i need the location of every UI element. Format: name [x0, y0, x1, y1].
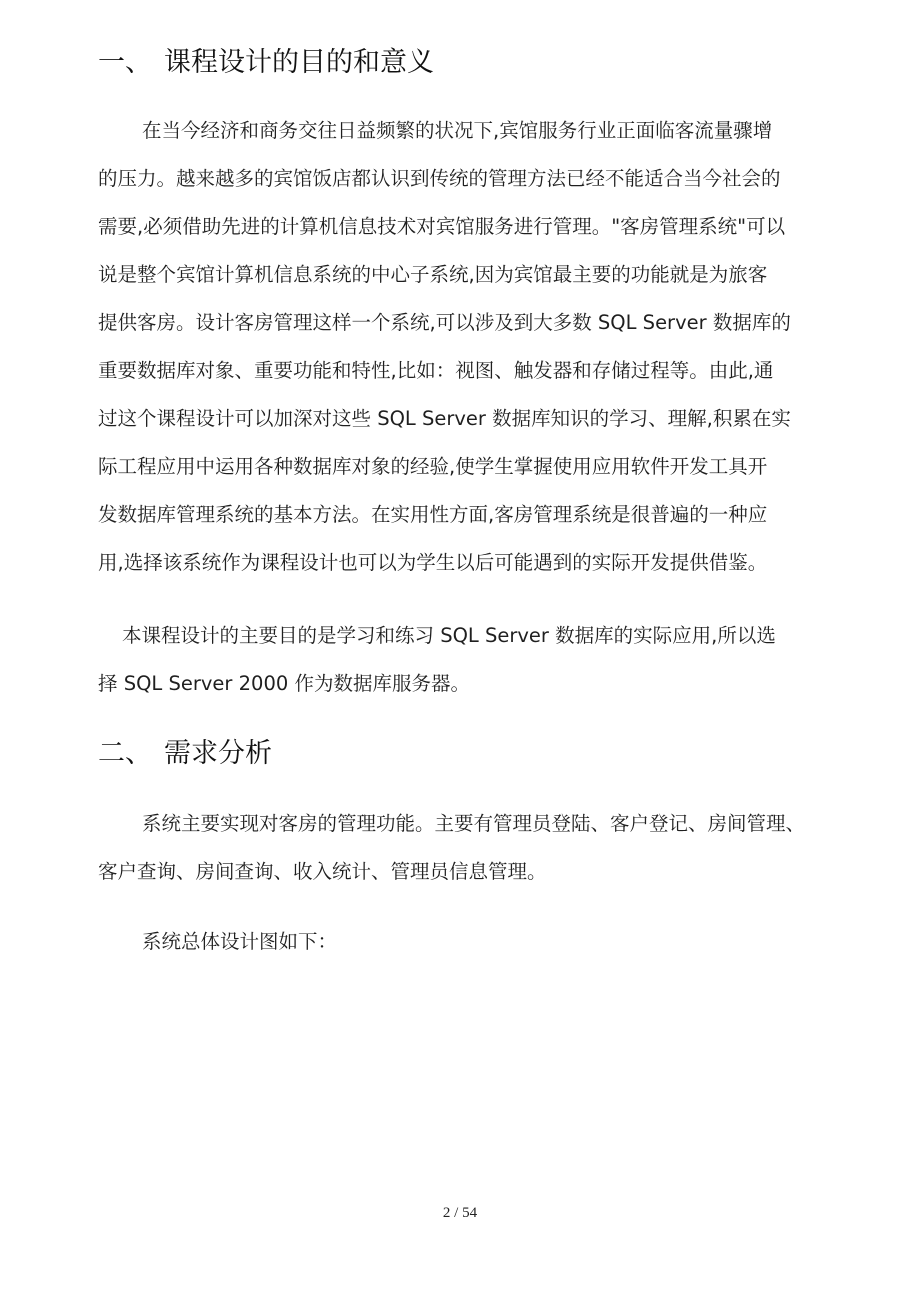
paragraph-line: 本课程设计的主要目的是学习和练习 SQL Server 数据库的实际应用,所以选 [122, 624, 776, 647]
paragraph-purpose-background [98, 107, 850, 587]
section-heading-purpose [98, 45, 434, 81]
section-title: 需求分析 [164, 738, 272, 769]
paragraph-line: 提供客房。设计客房管理这样一个系统,可以涉及到大多数 SQL Server 数据库的 [98, 311, 791, 334]
paragraph-line: 系统总体设计图如下： [142, 930, 338, 953]
paragraph-line: 的压力。越来越多的宾馆饭店都认识到传统的管理方法已经不能适合当今社会的 [98, 167, 781, 190]
paragraph-line: 发数据库管理系统的基本方法。在实用性方面,客房管理系统是很普遍的一种应 [98, 503, 768, 526]
section-number: 一、 [98, 47, 152, 78]
paragraph-line: 系统主要实现对客房的管理功能。主要有管理员登陆、客户登记、房间管理、 [142, 812, 806, 835]
paragraph-line: 过这个课程设计可以加深对这些 SQL Server 数据库知识的学习、理解,积累在实 [98, 407, 791, 430]
paragraph-purpose-goal [98, 612, 850, 708]
paragraph-line: 择 SQL Server 2000 作为数据库服务器。 [98, 672, 470, 695]
paragraph-line: 重要数据库对象、重要功能和特性,比如：视图、触发器和存储过程等。由此,通 [98, 359, 774, 382]
paragraph-requirements-functions [98, 800, 850, 896]
paragraph-line: 需要,必须借助先进的计算机信息技术对宾馆服务进行管理。"客房管理系统"可以 [98, 215, 786, 238]
paragraph-line: 在当今经济和商务交往日益频繁的状况下,宾馆服务行业正面临客流量骤增 [142, 119, 773, 142]
paragraph-line: 用,选择该系统作为课程设计也可以为学生以后可能遇到的实际开发提供借鉴。 [98, 551, 768, 574]
section-title: 课程设计的目的和意义 [164, 47, 434, 78]
paragraph-line: 际工程应用中运用各种数据库对象的经验,使学生掌握使用应用软件开发工具开 [98, 455, 768, 478]
paragraph-line: 客户查询、房间查询、收入统计、管理员信息管理。 [98, 860, 547, 883]
paragraph-line: 说是整个宾馆计算机信息系统的中心子系统,因为宾馆最主要的功能就是为旅客 [98, 263, 768, 286]
section-number: 二、 [98, 738, 152, 769]
page-number: 2 / 54 [442, 1205, 478, 1221]
section-heading-requirements [98, 736, 272, 772]
paragraph-design-diagram-intro [98, 918, 850, 966]
